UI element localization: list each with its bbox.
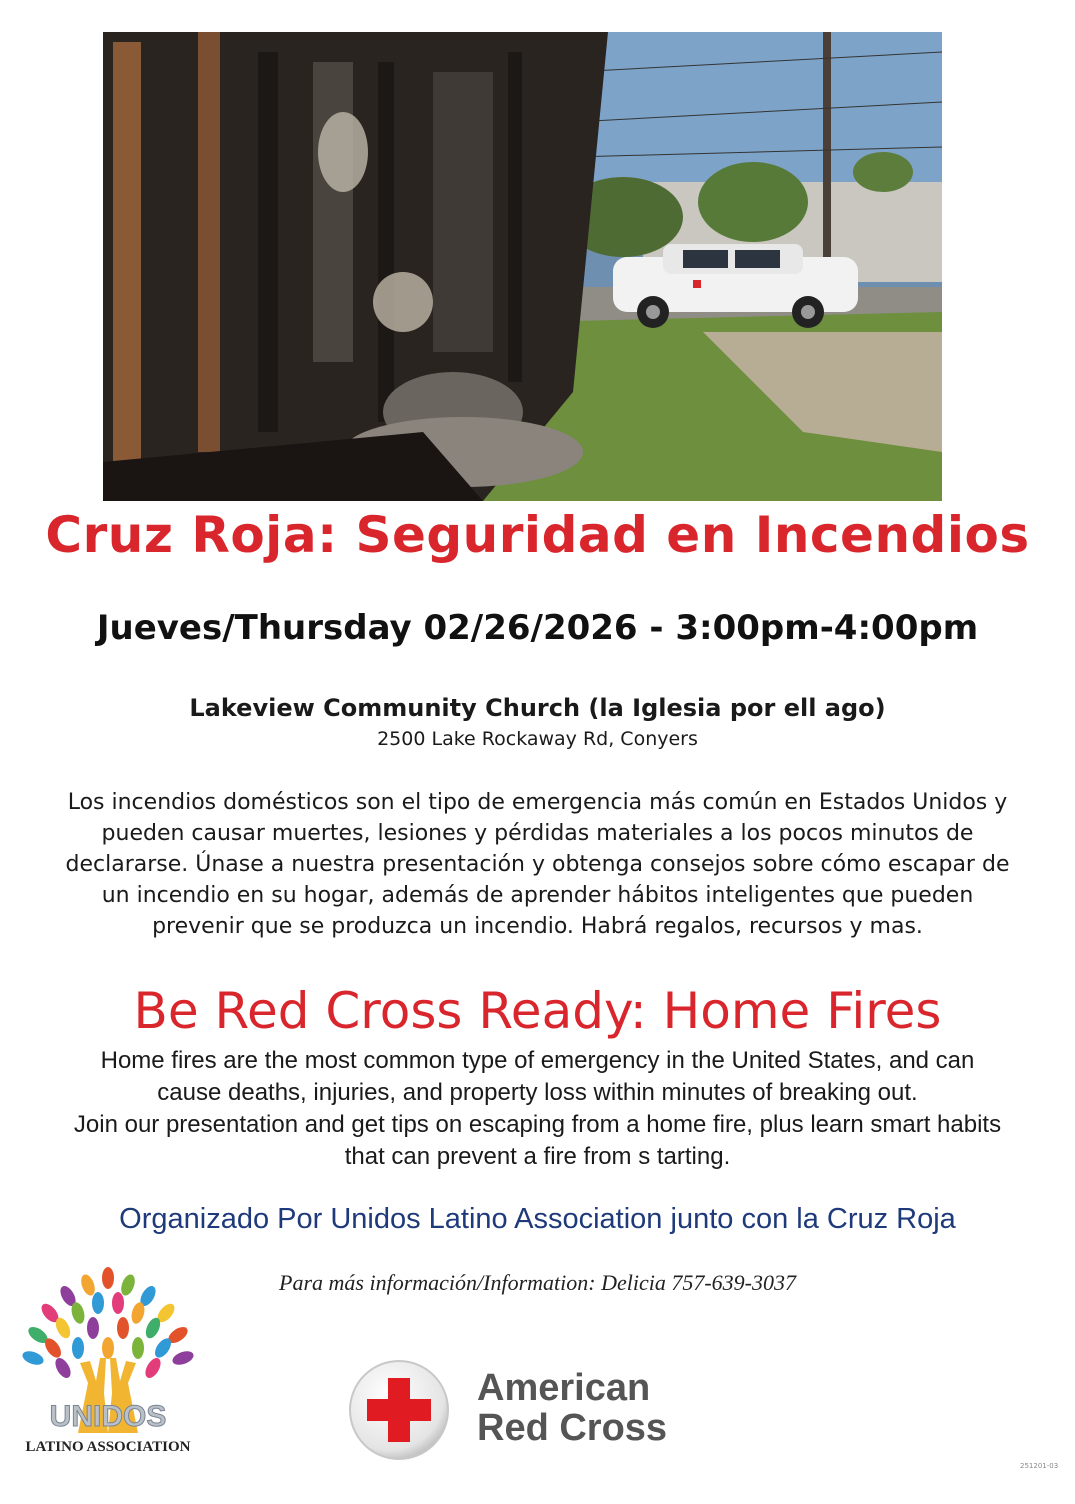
arc-wordmark — [477, 1368, 667, 1448]
spanish-description-line: Los incendios domésticos son el tipo de emergencia más común en Estados Unidos y — [67, 790, 1008, 815]
contact-info: Para más información/Information: Delicia 757-639-3037 — [279, 1270, 796, 1295]
spanish-description-line: pueden causar muertes, lesiones y pérdidas materiales a los pocos minutos de — [101, 821, 974, 846]
arc-wordmark-line1: American — [477, 1367, 651, 1409]
spanish-description-line: prevenir que se produzca un incendio. Habrá regalos, recursos y mas. — [152, 914, 923, 939]
tree-hands-logo — [8, 1263, 208, 1463]
spanish-title: Cruz Roja: Seguridad en Incendios — [45, 506, 1030, 564]
english-description-line: that can prevent a fire from s tarting. — [344, 1143, 731, 1170]
event-address: 2500 Lake Rockaway Rd, Conyers — [377, 728, 698, 750]
spanish-description-line: un incendio en su hogar, además de aprender hábitos inteligentes que pueden — [101, 883, 974, 908]
arc-wordmark-line2: Red Cross — [477, 1407, 668, 1449]
burned-house-photo — [103, 32, 942, 501]
unidos-wordmark: UNIDOS — [49, 1400, 167, 1433]
english-description-line: cause deaths, injuries, and property loss within minutes of breaking out. — [157, 1079, 918, 1106]
spanish-description — [10, 787, 1065, 942]
event-venue: Lakeview Community Church (la Iglesia por ell ago) — [189, 694, 886, 722]
red-cross-emblem — [347, 1358, 451, 1462]
spanish-description-line: declararse. Únase a nuestra presentación y obtenga consejos sobre cómo escapar de — [65, 852, 1010, 877]
english-description-line: Join our presentation and get tips on escaping from a home fire, plus learn smart habits — [73, 1111, 1002, 1138]
american-red-cross-logo — [347, 1358, 707, 1466]
event-datetime: Jueves/Thursday 02/26/2026 - 3:00pm-4:00pm — [96, 608, 979, 648]
document-code: 251201-03 — [1020, 1462, 1059, 1470]
english-description-line: Home fires are the most common type of emergency in the United States, and can — [100, 1047, 975, 1074]
english-description — [20, 1045, 1055, 1173]
unidos-subtitle: LATINO ASSOCIATION — [25, 1439, 191, 1455]
english-title: Be Red Cross Ready: Home Fires — [133, 982, 942, 1040]
organizer-line: Organizado Por Unidos Latino Association junto con la Cruz Roja — [119, 1203, 956, 1235]
